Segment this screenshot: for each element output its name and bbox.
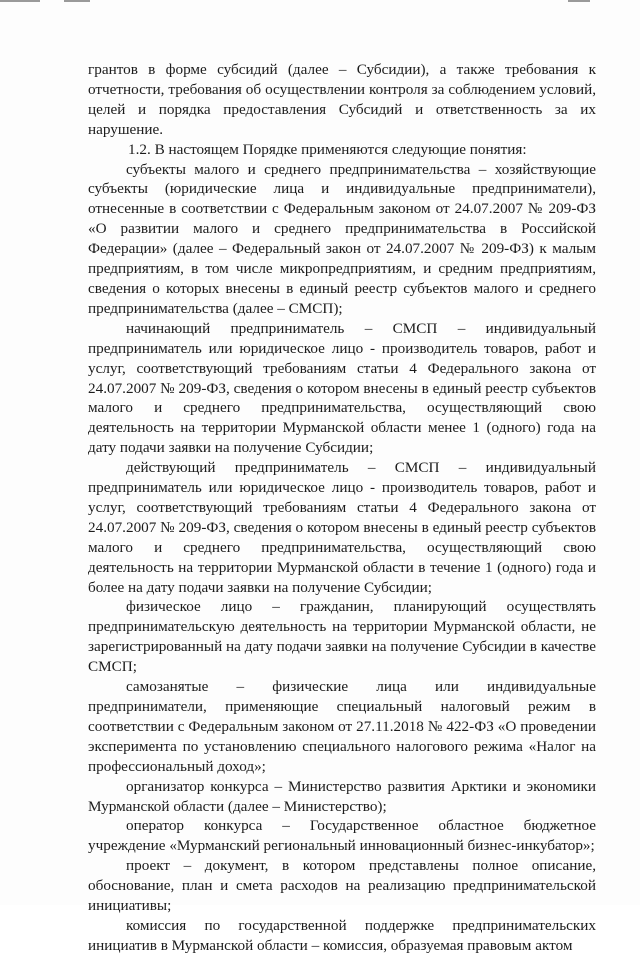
- scan-edge-mark: [0, 0, 40, 2]
- definition-self-employed: самозанятые – физические лица или индивидуальные предприниматели, применяющие специальный налоговый режим в соответствии с Федеральным законом от 27.11.2018 № 422-ФЗ «О проведении эксперимента по установлению специального налогового режима «Налог на профессиональный доход»;: [88, 678, 596, 775]
- definition-beginning-entrepreneur: начинающий предприниматель – СМСП – индивидуальный предприниматель или юридическое лицо - производитель товаров, работ и услуг, соответствующий требованиям статьи 4 Федерального закона от 24.07.2007 № 209-ФЗ, сведения о котором внесены в единый реестр субъектов малого и среднего предпринимательства, осуществляющий свою деятельность на территории Мурманской области менее 1 (одного) года на дату подачи заявки на получение Субсидии;: [88, 319, 596, 457]
- scan-edge-mark: [568, 0, 590, 2]
- definition-contest-organizer: организатор конкурса – Министерство развития Арктики и экономики Мурманской области (далее – Министерство);: [88, 777, 596, 815]
- definition-contest-operator: оператор конкурса – Государственное областное бюджетное учреждение «Мурманский региональный инновационный бизнес-инкубатор»;: [88, 817, 596, 855]
- section-heading-1-2: 1.2. В настоящем Порядке применяются следующие понятия:: [128, 140, 527, 158]
- definition-active-entrepreneur: действующий предприниматель – СМСП – индивидуальный предприниматель или юридическое лицо - производитель товаров, работ и услуг, соответствующий требованиям статьи 4 Федерального закона от 24.07.2007 № 209-ФЗ, сведения о котором внесены в единый реестр субъектов малого и среднего предпринимательства, осуществляющий свою деятельность на территории Мурманской области в течение 1 (одного) года и более на дату подачи заявки на получение Субсидии;: [88, 459, 596, 596]
- definition-project: проект – документ, в котором представлены полное описание, обоснование, план и смета расходов на реализацию предпринимательской инициативы;: [88, 857, 596, 915]
- definition-commission: комиссия по государственной поддержке предпринимательских инициатив в Мурманской области – комиссия, образуемая правовым актом: [88, 916, 596, 954]
- definition-smsp: субъекты малого и среднего предпринимательства – хозяйствующие субъекты (юридические лица и индивидуальные предприниматели), отнесенные в соответствии с Федеральным законом от 24.07.2007 № 209-ФЗ «О развитии малого и среднего предпринимательства в Российской Федерации» (далее – Федеральный закон от 24.07.2007 № 209-ФЗ) к малым предприятиям, в том числе микропредприятиям, и средним предприятиям, сведения о которых внесены в единый реестр субъектов малого и среднего предпринимательства (далее – СМСП);: [88, 160, 596, 317]
- scan-edge-mark: [64, 0, 90, 2]
- document-body: [88, 60, 596, 956]
- paragraph-continuation: грантов в форме субсидий (далее – Субсидии), а также требования к отчетности, требования об осуществлении контроля за соблюдением условий, целей и порядка предоставления Субсидий и ответственность за их нарушение.: [88, 61, 596, 138]
- definition-individual: физическое лицо – гражданин, планирующий осуществлять предпринимательскую деятельность на территории Мурманской области, не зарегистрированный на дату подачи заявки на получение Субсидии в качестве СМСП;: [88, 598, 596, 676]
